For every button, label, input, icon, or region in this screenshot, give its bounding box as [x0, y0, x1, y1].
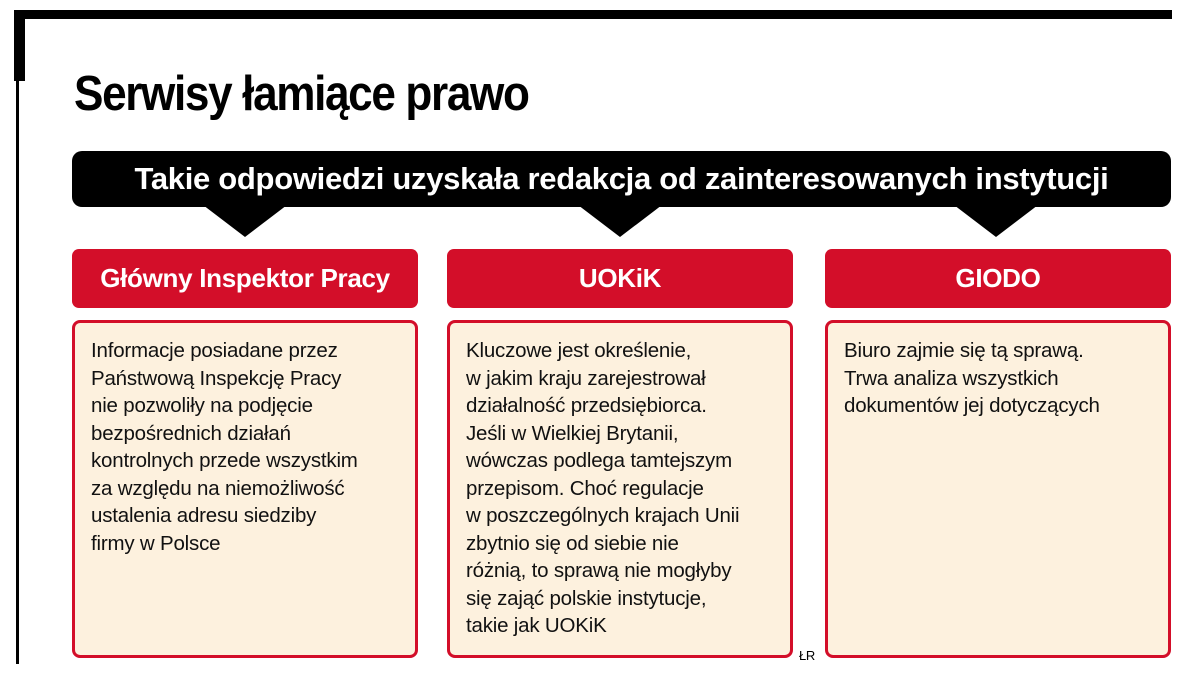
page-title: Serwisy łamiące prawo: [74, 67, 529, 121]
arrow-down-icon: [578, 205, 662, 237]
arrow-down-icon: [954, 205, 1038, 237]
column-header-gip: Główny Inspektor Pracy: [72, 249, 418, 308]
arrow-down-icon: [203, 205, 287, 237]
author-signature: ŁR: [799, 648, 816, 663]
institutions-banner: Takie odpowiedzi uzyskała redakcja od zainteresowanych instytucji: [72, 151, 1171, 207]
column-header-uokik: UOKiK: [447, 249, 793, 308]
frame-top-rule: [14, 10, 1172, 19]
answer-card-uokik: Kluczowe jest określenie, w jakim kraju zarejestrował działalność przedsiębiorca. Jeśli w Wielkiej Brytanii, wówczas podlega tamtejszym przepisom. Choć regulacje w poszczególnych krajach Unii zbytnio się od siebie nie różnią, to sprawą nie mogłyby się zająć polskie instytucje, takie jak UOKiK: [447, 320, 793, 658]
answer-card-gip: Informacje posiadane przez Państwową Inspekcję Pracy nie pozwoliły na podjęcie bezpośrednich działań kontrolnych przede wszystkim za względu na niemożliwość ustalenia adresu siedziby firmy w Polsce: [72, 320, 418, 658]
frame-left-rule: [16, 75, 19, 664]
frame-corner-block: [14, 10, 25, 81]
column-header-giodo: GIODO: [825, 249, 1171, 308]
answer-card-giodo: Biuro zajmie się tą sprawą. Trwa analiza wszystkich dokumentów jej dotyczących: [825, 320, 1171, 658]
